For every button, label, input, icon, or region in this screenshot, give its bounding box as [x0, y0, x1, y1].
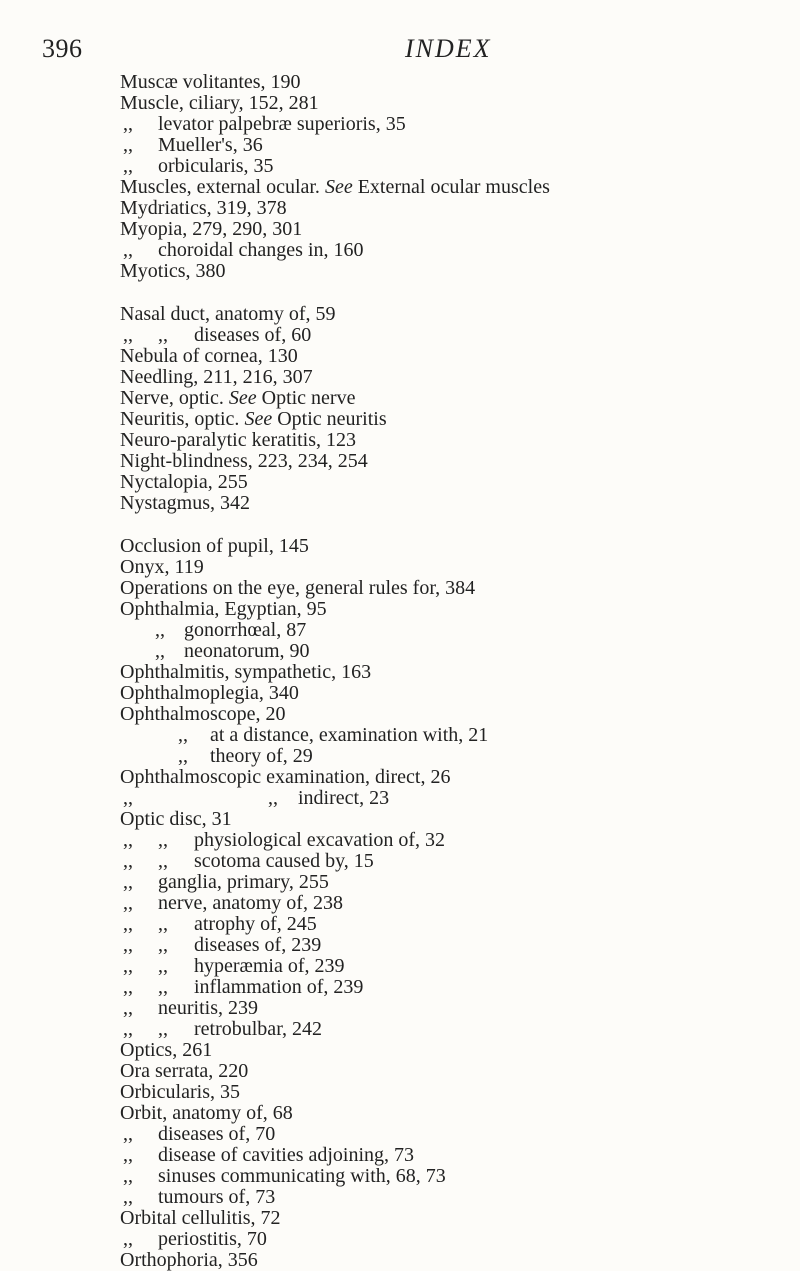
index-entry: [120, 1250, 760, 1271]
index-entry: [120, 304, 760, 325]
entry-text: Mydriatics, 319, 378: [120, 197, 287, 219]
entry-text: Optics, 261: [120, 1039, 213, 1061]
ditto-mark: ,,: [123, 239, 133, 261]
index-subentry: [120, 914, 760, 935]
ditto-mark: ,,: [123, 134, 133, 156]
ditto-mark: ,,: [123, 155, 133, 177]
entry-text: diseases of, 60: [194, 324, 312, 346]
entry-text: Ophthalmia, Egyptian, 95: [120, 598, 327, 620]
ditto-mark: ,,: [123, 787, 133, 809]
index-entry: [120, 198, 760, 219]
index-subentry: [120, 725, 760, 746]
cross-reference: Optic nerve: [261, 387, 356, 409]
index-entry: [120, 536, 760, 557]
index-entry: [120, 683, 760, 704]
ditto-mark: ,,: [155, 619, 165, 641]
entry-text: retrobulbar, 242: [194, 1018, 323, 1040]
index-entry: [120, 1061, 760, 1082]
entry-text: Myotics, 380: [120, 260, 226, 282]
ditto-mark: ,,: [123, 1123, 133, 1145]
entry-text: neuritis, 239: [158, 997, 258, 1019]
entry-text: levator palpebræ superioris, 35: [158, 113, 406, 135]
entry-text: Neuritis, optic. See Optic neuritis: [120, 408, 387, 430]
entry-text: Muscles, external ocular. See External ocular muscles: [120, 176, 550, 198]
index-subentry: [120, 156, 760, 177]
see-reference: See: [244, 408, 273, 430]
entry-text: Myopia, 279, 290, 301: [120, 218, 303, 240]
index-entry: [120, 493, 760, 514]
index-entry: [120, 1103, 760, 1124]
ditto-mark: ,,: [123, 976, 133, 998]
index-subentry: [120, 620, 760, 641]
entry-text: periostitis, 70: [158, 1228, 267, 1250]
ditto-mark: ,,: [123, 892, 133, 914]
entry-text: Mueller's, 36: [158, 134, 263, 156]
entry-text: Ophthalmoscopic examination, direct, 26: [120, 766, 451, 788]
ditto-mark: ,,: [123, 997, 133, 1019]
entry-text: Optic disc, 31: [120, 808, 232, 830]
ditto-mark: ,,: [123, 955, 133, 977]
index-entry: [120, 93, 760, 114]
entry-text: Orbital cellulitis, 72: [120, 1207, 281, 1229]
index-subentry: [120, 1145, 760, 1166]
entry-text: gonorrhœal, 87: [184, 619, 307, 641]
entry-text: disease of cavities adjoining, 73: [158, 1144, 415, 1166]
ditto-mark: ,,: [158, 934, 168, 956]
entry-text: Neuro-paralytic keratitis, 123: [120, 429, 357, 451]
ditto-mark: ,,: [158, 1018, 168, 1040]
page-number: 396: [42, 34, 83, 63]
ditto-mark: ,,: [158, 324, 168, 346]
entry-text: Orbicularis, 35: [120, 1081, 240, 1103]
ditto-mark: ,,: [123, 829, 133, 851]
index-entries: [120, 72, 760, 1271]
index-entry: [120, 388, 760, 409]
ditto-mark: ,,: [123, 1228, 133, 1250]
entry-text: theory of, 29: [210, 745, 313, 767]
entry-text: Nystagmus, 342: [120, 492, 250, 514]
index-subentry: [120, 851, 760, 872]
ditto-mark: ,,: [158, 829, 168, 851]
index-subentry: [120, 956, 760, 977]
index-subentry: [120, 746, 760, 767]
index-entry: [120, 430, 760, 451]
index-entry: [120, 599, 760, 620]
ditto-mark: ,,: [158, 850, 168, 872]
index-entry: [120, 662, 760, 683]
ditto-mark: ,,: [123, 850, 133, 872]
index-entry: [120, 346, 760, 367]
entry-text: Orthophoria, 356: [120, 1249, 258, 1271]
cross-reference: External ocular muscles: [357, 176, 550, 198]
index-subentry: [120, 1187, 760, 1208]
index-entry: [120, 472, 760, 493]
index-entry: [120, 767, 760, 788]
ditto-mark: ,,: [123, 1018, 133, 1040]
ditto-mark: ,,: [158, 913, 168, 935]
see-reference: See: [324, 176, 353, 198]
page-title: INDEX: [405, 34, 492, 63]
index-entry: [120, 72, 760, 93]
entry-text: orbicularis, 35: [158, 155, 274, 177]
index-subentry: [120, 788, 760, 809]
entry-text: Night-blindness, 223, 234, 254: [120, 450, 368, 472]
index-subentry: [120, 1229, 760, 1250]
entry-text: nerve, anatomy of, 238: [158, 892, 343, 914]
ditto-mark: ,,: [158, 976, 168, 998]
index-subentry: [120, 114, 760, 135]
ditto-mark: ,,: [123, 1144, 133, 1166]
index-subentry: [120, 872, 760, 893]
entry-text: Needling, 211, 216, 307: [120, 366, 313, 388]
entry-text: Ophthalmitis, sympathetic, 163: [120, 661, 372, 683]
entry-text: physiological excavation of, 32: [194, 829, 446, 851]
entry-text: Nerve, optic. See Optic nerve: [120, 387, 356, 409]
index-entry: [120, 1040, 760, 1061]
entry-text: ganglia, primary, 255: [158, 871, 329, 893]
index-entry: [120, 451, 760, 472]
entry-text: diseases of, 239: [194, 934, 322, 956]
entry-text: neonatorum, 90: [184, 640, 310, 662]
ditto-mark: ,,: [158, 955, 168, 977]
entry-text: Ophthalmoplegia, 340: [120, 682, 299, 704]
entry-text: sinuses communicating with, 68, 73: [158, 1165, 446, 1187]
index-entry: [120, 367, 760, 388]
entry-text: at a distance, examination with, 21: [210, 724, 489, 746]
index-entry: [120, 578, 760, 599]
entry-text: Nebula of cornea, 130: [120, 345, 298, 367]
index-entry: [120, 1082, 760, 1103]
entry-text: atrophy of, 245: [194, 913, 317, 935]
entry-text: tumours of, 73: [158, 1186, 276, 1208]
entry-text: Muscle, ciliary, 152, 281: [120, 92, 319, 114]
ditto-mark: ,,: [268, 787, 278, 809]
index-entry: [120, 557, 760, 578]
ditto-mark: ,,: [123, 324, 133, 346]
entry-text: Nasal duct, anatomy of, 59: [120, 303, 336, 325]
ditto-mark: ,,: [123, 913, 133, 935]
index-entry: [120, 409, 760, 430]
entry-text: hyperæmia of, 239: [194, 955, 345, 977]
entry-text: scotoma caused by, 15: [194, 850, 374, 872]
entry-text: Operations on the eye, general rules for, 384: [120, 577, 476, 599]
ditto-mark: ,,: [178, 724, 188, 746]
entry-text: Onyx, 119: [120, 556, 204, 578]
entry-text: inflammation of, 239: [194, 976, 364, 998]
see-reference: See: [228, 387, 257, 409]
ditto-mark: ,,: [155, 640, 165, 662]
index-entry: [120, 177, 760, 198]
entry-text: Muscæ volitantes, 190: [120, 71, 301, 93]
entry-text: Nyctalopia, 255: [120, 471, 248, 493]
entry-text: choroidal changes in, 160: [158, 239, 364, 261]
index-subentry: [120, 135, 760, 156]
index-subentry: [120, 1019, 760, 1040]
index-subentry: [120, 1124, 760, 1145]
ditto-mark: ,,: [123, 871, 133, 893]
entry-text: indirect, 23: [298, 787, 390, 809]
index-subentry: [120, 977, 760, 998]
ditto-mark: ,,: [123, 1165, 133, 1187]
index-subentry: [120, 998, 760, 1019]
index-subentry: [120, 893, 760, 914]
index-subentry: [120, 830, 760, 851]
entry-text: Orbit, anatomy of, 68: [120, 1102, 293, 1124]
index-entry: [120, 1208, 760, 1229]
entry-text: Ora serrata, 220: [120, 1060, 249, 1082]
index-entry: [120, 261, 760, 282]
index-entry: [120, 809, 760, 830]
index-subentry: [120, 1166, 760, 1187]
index-subentry: [120, 641, 760, 662]
index-entry: [120, 219, 760, 240]
ditto-mark: ,,: [123, 113, 133, 135]
index-subentry: [120, 240, 760, 261]
entry-text: Ophthalmoscope, 20: [120, 703, 286, 725]
ditto-mark: ,,: [123, 934, 133, 956]
entry-text: diseases of, 70: [158, 1123, 276, 1145]
index-subentry: [120, 935, 760, 956]
ditto-mark: ,,: [178, 745, 188, 767]
ditto-mark: ,,: [123, 1186, 133, 1208]
cross-reference: Optic neuritis: [277, 408, 387, 430]
index-subentry: [120, 325, 760, 346]
entry-text: Occlusion of pupil, 145: [120, 535, 309, 557]
index-entry: [120, 704, 760, 725]
